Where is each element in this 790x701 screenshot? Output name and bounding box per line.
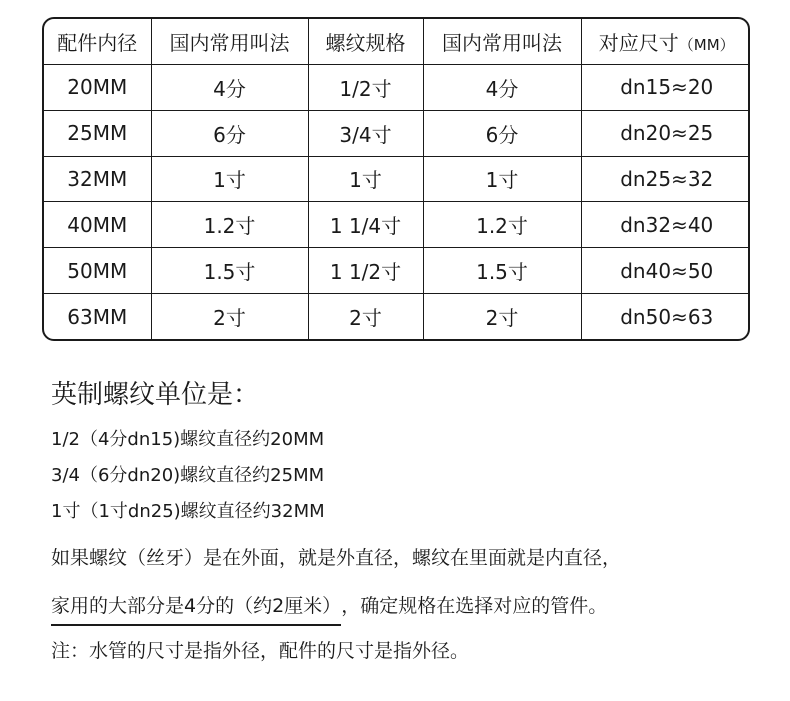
- table-cell: 20MM: [44, 64, 151, 110]
- table-cell: 2寸: [423, 294, 581, 339]
- household-note-underlined: 家用的大部分是4分的（约2厘米）: [51, 591, 341, 626]
- table-row: [44, 248, 750, 294]
- table-cell: 6分: [423, 110, 581, 156]
- table-cell: 1寸: [151, 156, 308, 202]
- table-cell: 1寸: [308, 156, 423, 202]
- header-thread-spec: 螺纹规格: [308, 19, 423, 64]
- thread-note-line: 1/2（4分dn15)螺纹直径约20MM: [51, 429, 325, 450]
- table-cell: 1.5寸: [423, 248, 581, 294]
- table-cell: 2寸: [308, 294, 423, 339]
- table-row: [44, 202, 750, 248]
- table-cell: dn20≈25: [581, 110, 750, 156]
- header-fitting-inner-diameter: 配件内径: [44, 19, 151, 64]
- household-note-rest: ，确定规格在选择对应的管件。: [341, 595, 608, 617]
- table-cell: 4分: [423, 64, 581, 110]
- table-cell: 1 1/4寸: [308, 202, 423, 248]
- footnote: 注：水管的尺寸是指外径，配件的尺寸是指外径。: [51, 640, 470, 662]
- spec-table: [42, 17, 750, 341]
- table-row: [44, 294, 750, 339]
- table-row: [44, 64, 750, 110]
- table-cell: 1.2寸: [151, 202, 308, 248]
- header-size-label: 对应尺寸: [598, 30, 679, 55]
- header-domestic-name-2: 国内常用叫法: [423, 19, 581, 64]
- table-cell: dn50≈63: [581, 294, 750, 339]
- header-corresponding-size: [581, 19, 750, 64]
- table-cell: 3/4寸: [308, 110, 423, 156]
- household-note: [51, 591, 607, 626]
- table-cell: 32MM: [44, 156, 151, 202]
- table-cell: 1.2寸: [423, 202, 581, 248]
- table-cell: 1/2寸: [308, 64, 423, 110]
- table-cell: 2寸: [151, 294, 308, 339]
- table-cell: 63MM: [44, 294, 151, 339]
- table-cell: 25MM: [44, 110, 151, 156]
- table-cell: dn25≈32: [581, 156, 750, 202]
- table-cell: 1寸: [423, 156, 581, 202]
- table-cell: 4分: [151, 64, 308, 110]
- table-header-row: [44, 19, 750, 64]
- table-cell: dn32≈40: [581, 202, 750, 248]
- table-row: [44, 156, 750, 202]
- header-domestic-name: 国内常用叫法: [151, 19, 308, 64]
- table-cell: dn15≈20: [581, 64, 750, 110]
- table-cell: 1.5寸: [151, 248, 308, 294]
- table-cell: dn40≈50: [581, 248, 750, 294]
- table-cell: 40MM: [44, 202, 151, 248]
- thread-note-line: 1寸（1寸dn25)螺纹直径约32MM: [51, 501, 325, 522]
- header-size-unit: （MM）: [678, 35, 735, 54]
- table-cell: 50MM: [44, 248, 151, 294]
- thread-note-line: 3/4（6分dn20)螺纹直径约25MM: [51, 465, 325, 486]
- explanation-paragraph: 如果螺纹（丝牙）是在外面，就是外直径，螺纹在里面就是内直径，: [51, 547, 622, 569]
- thread-unit-heading: 英制螺纹单位是：: [51, 380, 260, 410]
- size-table: [44, 19, 750, 339]
- table-row: [44, 110, 750, 156]
- table-cell: 1 1/2寸: [308, 248, 423, 294]
- table-cell: 6分: [151, 110, 308, 156]
